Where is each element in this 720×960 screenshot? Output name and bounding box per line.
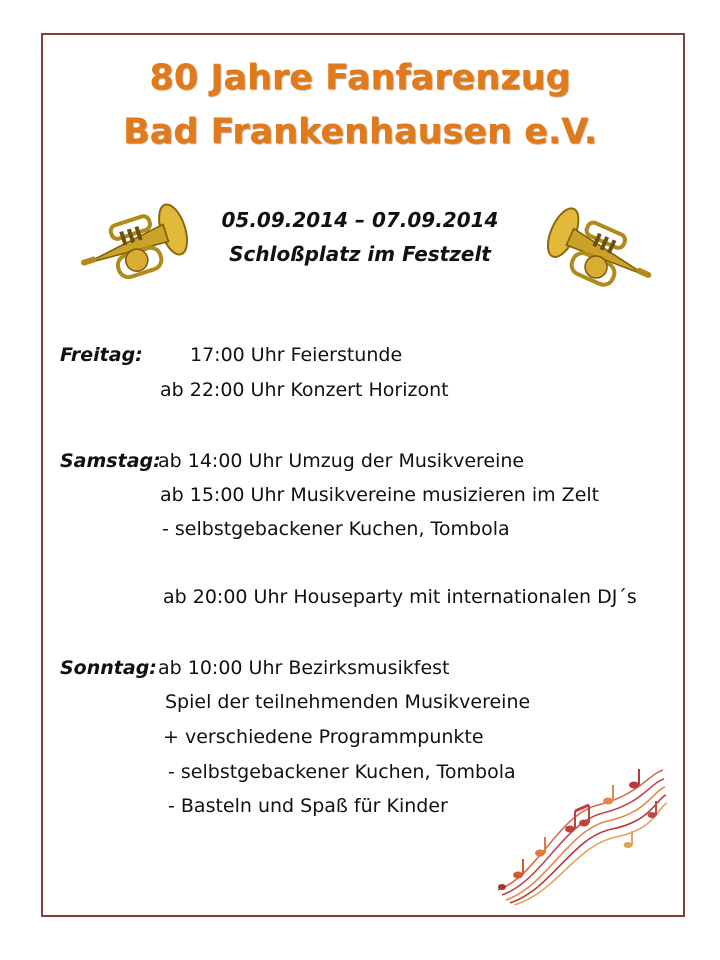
schedule-item: Spiel der teilnehmenden Musikvereine (165, 691, 531, 713)
schedule-item: ab 22:00 Uhr Konzert Horizont (160, 379, 449, 401)
title-line-2: Bad Frankenhausen e.V. (122, 112, 598, 152)
day-label-friday: Freitag: (60, 344, 143, 366)
schedule-item: - selbstgebackener Kuchen, Tombola (168, 761, 516, 783)
schedule-item: - Basteln und Spaß für Kinder (168, 795, 448, 817)
trumpet-right-icon (536, 205, 662, 301)
schedule-item: - selbstgebackener Kuchen, Tombola (162, 518, 510, 540)
schedule-item: ab 20:00 Uhr Houseparty mit internationalen DJ´s (163, 586, 637, 608)
schedule-item: 17:00 Uhr Feierstunde (190, 344, 403, 366)
music-notes-icon (488, 755, 668, 905)
day-label-saturday: Samstag: (60, 450, 161, 472)
schedule-item: ab 14:00 Uhr Umzug der Musikvereine (158, 450, 525, 472)
schedule-item: ab 15:00 Uhr Musikvereine musizieren im Zelt (160, 484, 600, 506)
schedule-item: + verschiedene Programmpunkte (163, 726, 484, 748)
schedule-item: ab 10:00 Uhr Bezirksmusikfest (158, 657, 450, 679)
day-label-sunday: Sonntag: (60, 657, 157, 679)
event-location: Schloßplatz im Festzelt (229, 242, 491, 266)
event-dates: 05.09.2014 – 07.09.2014 (221, 208, 499, 232)
trumpet-left-icon (72, 200, 198, 290)
title-line-1: 80 Jahre Fanfarenzug (149, 58, 571, 98)
